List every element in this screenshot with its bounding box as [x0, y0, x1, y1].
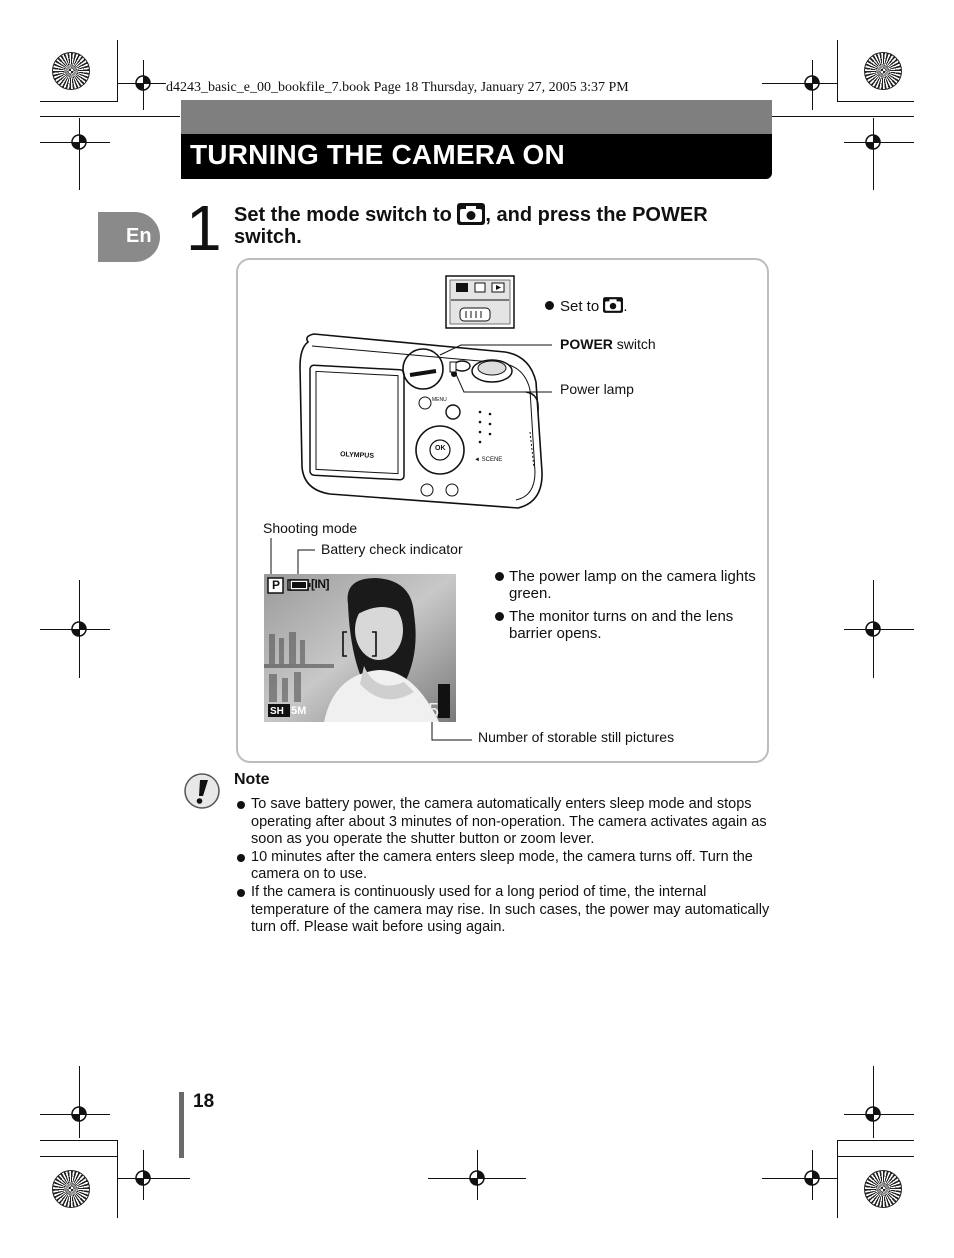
- power-lamp-callout: Power lamp: [560, 381, 634, 397]
- figure-bullet: [495, 608, 769, 642]
- bullet-dot: [237, 854, 245, 862]
- bullet-dot: [237, 801, 245, 809]
- note-list: [237, 796, 777, 937]
- monitor-mode-indicator: P: [272, 578, 281, 592]
- step-text-before: Set the mode switch to: [234, 204, 452, 226]
- note-title: Note: [234, 771, 270, 788]
- set-to-period: .: [623, 298, 628, 315]
- note-item-text: 10 minutes after the camera enters sleep mode, the camera turns off. Turn the camera on to use.: [251, 848, 753, 883]
- monitor-quality-indicator: [IN]: [311, 577, 329, 591]
- power-switch-bold: POWER: [560, 336, 613, 352]
- note-item: [237, 884, 777, 937]
- print-header: d4243_basic_e_00_bookfile_7.book Page 18 Thursday, January 27, 2005 3:37 PM: [166, 80, 629, 95]
- page-number-bar: [179, 1092, 184, 1158]
- scene-button-label: ◄ SCENE: [474, 457, 503, 463]
- power-switch-text: switch: [612, 336, 656, 352]
- monitor-resolution-tag: SH: [270, 706, 284, 717]
- page-number: 18: [193, 1091, 215, 1112]
- page-title: TURNING THE CAMERA ON: [190, 139, 565, 170]
- caution-icon: [183, 772, 221, 810]
- figure-bullet-text: The power lamp on the camera lights green.: [509, 568, 756, 602]
- battery-check-callout: Battery check indicator: [321, 541, 463, 557]
- camera-brand: OLYMPUS: [339, 451, 375, 460]
- language-tab-label: En: [126, 225, 152, 247]
- ok-button-label: OK: [435, 445, 446, 452]
- bullet-dot: [237, 889, 245, 897]
- storable-callout: Number of storable still pictures: [478, 729, 675, 745]
- note-item-text: If the camera is continuously used for a long period of time, the internal temperature of the camera may rise. In such cases, the power may automatically turn off. Please wait before using again.: [251, 883, 770, 936]
- figure-bullet: [495, 568, 769, 602]
- bullet-dot: [495, 572, 504, 581]
- menu-button-label: MENU: [432, 397, 447, 403]
- note-item-text: To save battery power, the camera automatically enters sleep mode and stops operating after about 3 minutes of non-operation. The camera activates again as soon as you operate the shutter button or zoom lever.: [251, 796, 767, 848]
- power-switch-callout: [560, 336, 656, 352]
- figure-bullet-text: The monitor turns on and the lens barrier opens.: [509, 608, 734, 642]
- battery-icon: [289, 579, 311, 591]
- monitor-storable-count: 5: [428, 700, 440, 722]
- step-number: 1: [186, 192, 222, 264]
- set-to-text: Set to: [560, 298, 600, 315]
- note-item: [237, 849, 777, 884]
- step-text-after: , and press the POWER switch.: [234, 204, 708, 248]
- bullet-dot: [495, 612, 504, 621]
- shooting-mode-callout: Shooting mode: [263, 520, 358, 536]
- monitor-resolution: 5M: [291, 705, 307, 717]
- note-item: [237, 796, 777, 849]
